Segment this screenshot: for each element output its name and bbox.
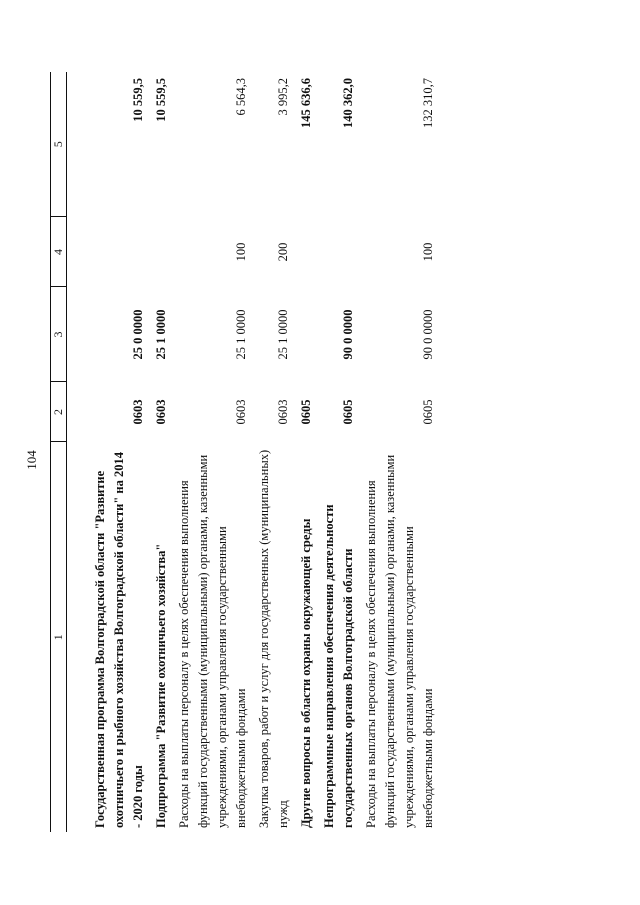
row-razdel: 0603 — [154, 399, 168, 425]
rotated-table-container — [50, 72, 495, 832]
row-amount: 10 559,5 — [131, 78, 145, 122]
row-amount: 145 636,6 — [299, 78, 313, 128]
table-row — [173, 72, 253, 832]
table-row — [318, 72, 360, 832]
row-vr — [89, 217, 150, 287]
header-row — [51, 72, 67, 832]
row-csr: 90 0 0000 — [421, 309, 435, 360]
row-amount: 6 564,3 — [234, 78, 248, 116]
header-col-2: 2 — [51, 382, 67, 442]
row-amount: 3 995,2 — [276, 78, 290, 116]
row-razdel: 0603 — [234, 399, 248, 425]
row-name: Непрограммные направления обеспечения деятельности государственных органов Волгоградской области — [322, 504, 355, 828]
row-amount: 132 310,7 — [421, 78, 435, 128]
row-razdel: 0603 — [131, 399, 145, 425]
row-vr — [318, 217, 360, 287]
header-col-3: 3 — [51, 287, 67, 382]
header-col-4: 4 — [51, 217, 67, 287]
row-csr: 25 1 0000 — [154, 309, 168, 360]
row-csr — [295, 287, 318, 382]
row-razdel: 0603 — [276, 399, 290, 425]
header-col-5: 5 — [51, 72, 67, 217]
table-row — [360, 72, 440, 832]
row-razdel: 0605 — [421, 399, 435, 425]
row-csr: 25 0 0000 — [131, 309, 145, 360]
page-number: 104 — [24, 450, 39, 470]
table-row — [89, 72, 150, 832]
row-name: Подпрограмма "Развитие охотничьего хозяйства" — [154, 543, 168, 828]
row-amount: 140 362,0 — [341, 78, 355, 128]
budget-table — [50, 72, 440, 832]
row-name: Государственная программа Волгоградской области "Развитие охотничьего и рыбного хозяйства Волгоградской области" на 2014 - 2020 годы — [93, 452, 145, 828]
row-csr: 25 1 0000 — [234, 309, 248, 360]
row-csr: 90 0 0000 — [341, 309, 355, 360]
row-vr: 100 — [234, 242, 248, 262]
row-name: Другие вопросы в области охраны окружающей среды — [299, 518, 313, 828]
row-name: Закупка товаров, работ и услуг для государственных (муниципальных) нужд — [257, 449, 290, 828]
table-row — [150, 72, 173, 832]
row-amount: 10 559,5 — [154, 78, 168, 122]
row-name: Расходы на выплаты персоналу в целях обеспечения выполнения функций государственными (муниципальными) органами, казенными учреждениями, органами управления государственными внебюджетными фондами — [177, 454, 248, 828]
row-csr: 25 1 0000 — [276, 309, 290, 360]
row-vr — [295, 217, 318, 287]
row-razdel: 0605 — [299, 399, 313, 425]
row-vr — [150, 217, 173, 287]
table-row — [253, 72, 295, 832]
row-razdel: 0605 — [341, 399, 355, 425]
row-vr: 100 — [421, 242, 435, 262]
table-row — [295, 72, 318, 832]
row-vr: 200 — [276, 242, 290, 262]
header-col-1: 1 — [51, 442, 67, 832]
row-name: Расходы на выплаты персоналу в целях обеспечения выполнения функций государственными (муниципальными) органами, казенными учреждениями, органами управления государственными внебюджетными фондами — [364, 454, 435, 828]
